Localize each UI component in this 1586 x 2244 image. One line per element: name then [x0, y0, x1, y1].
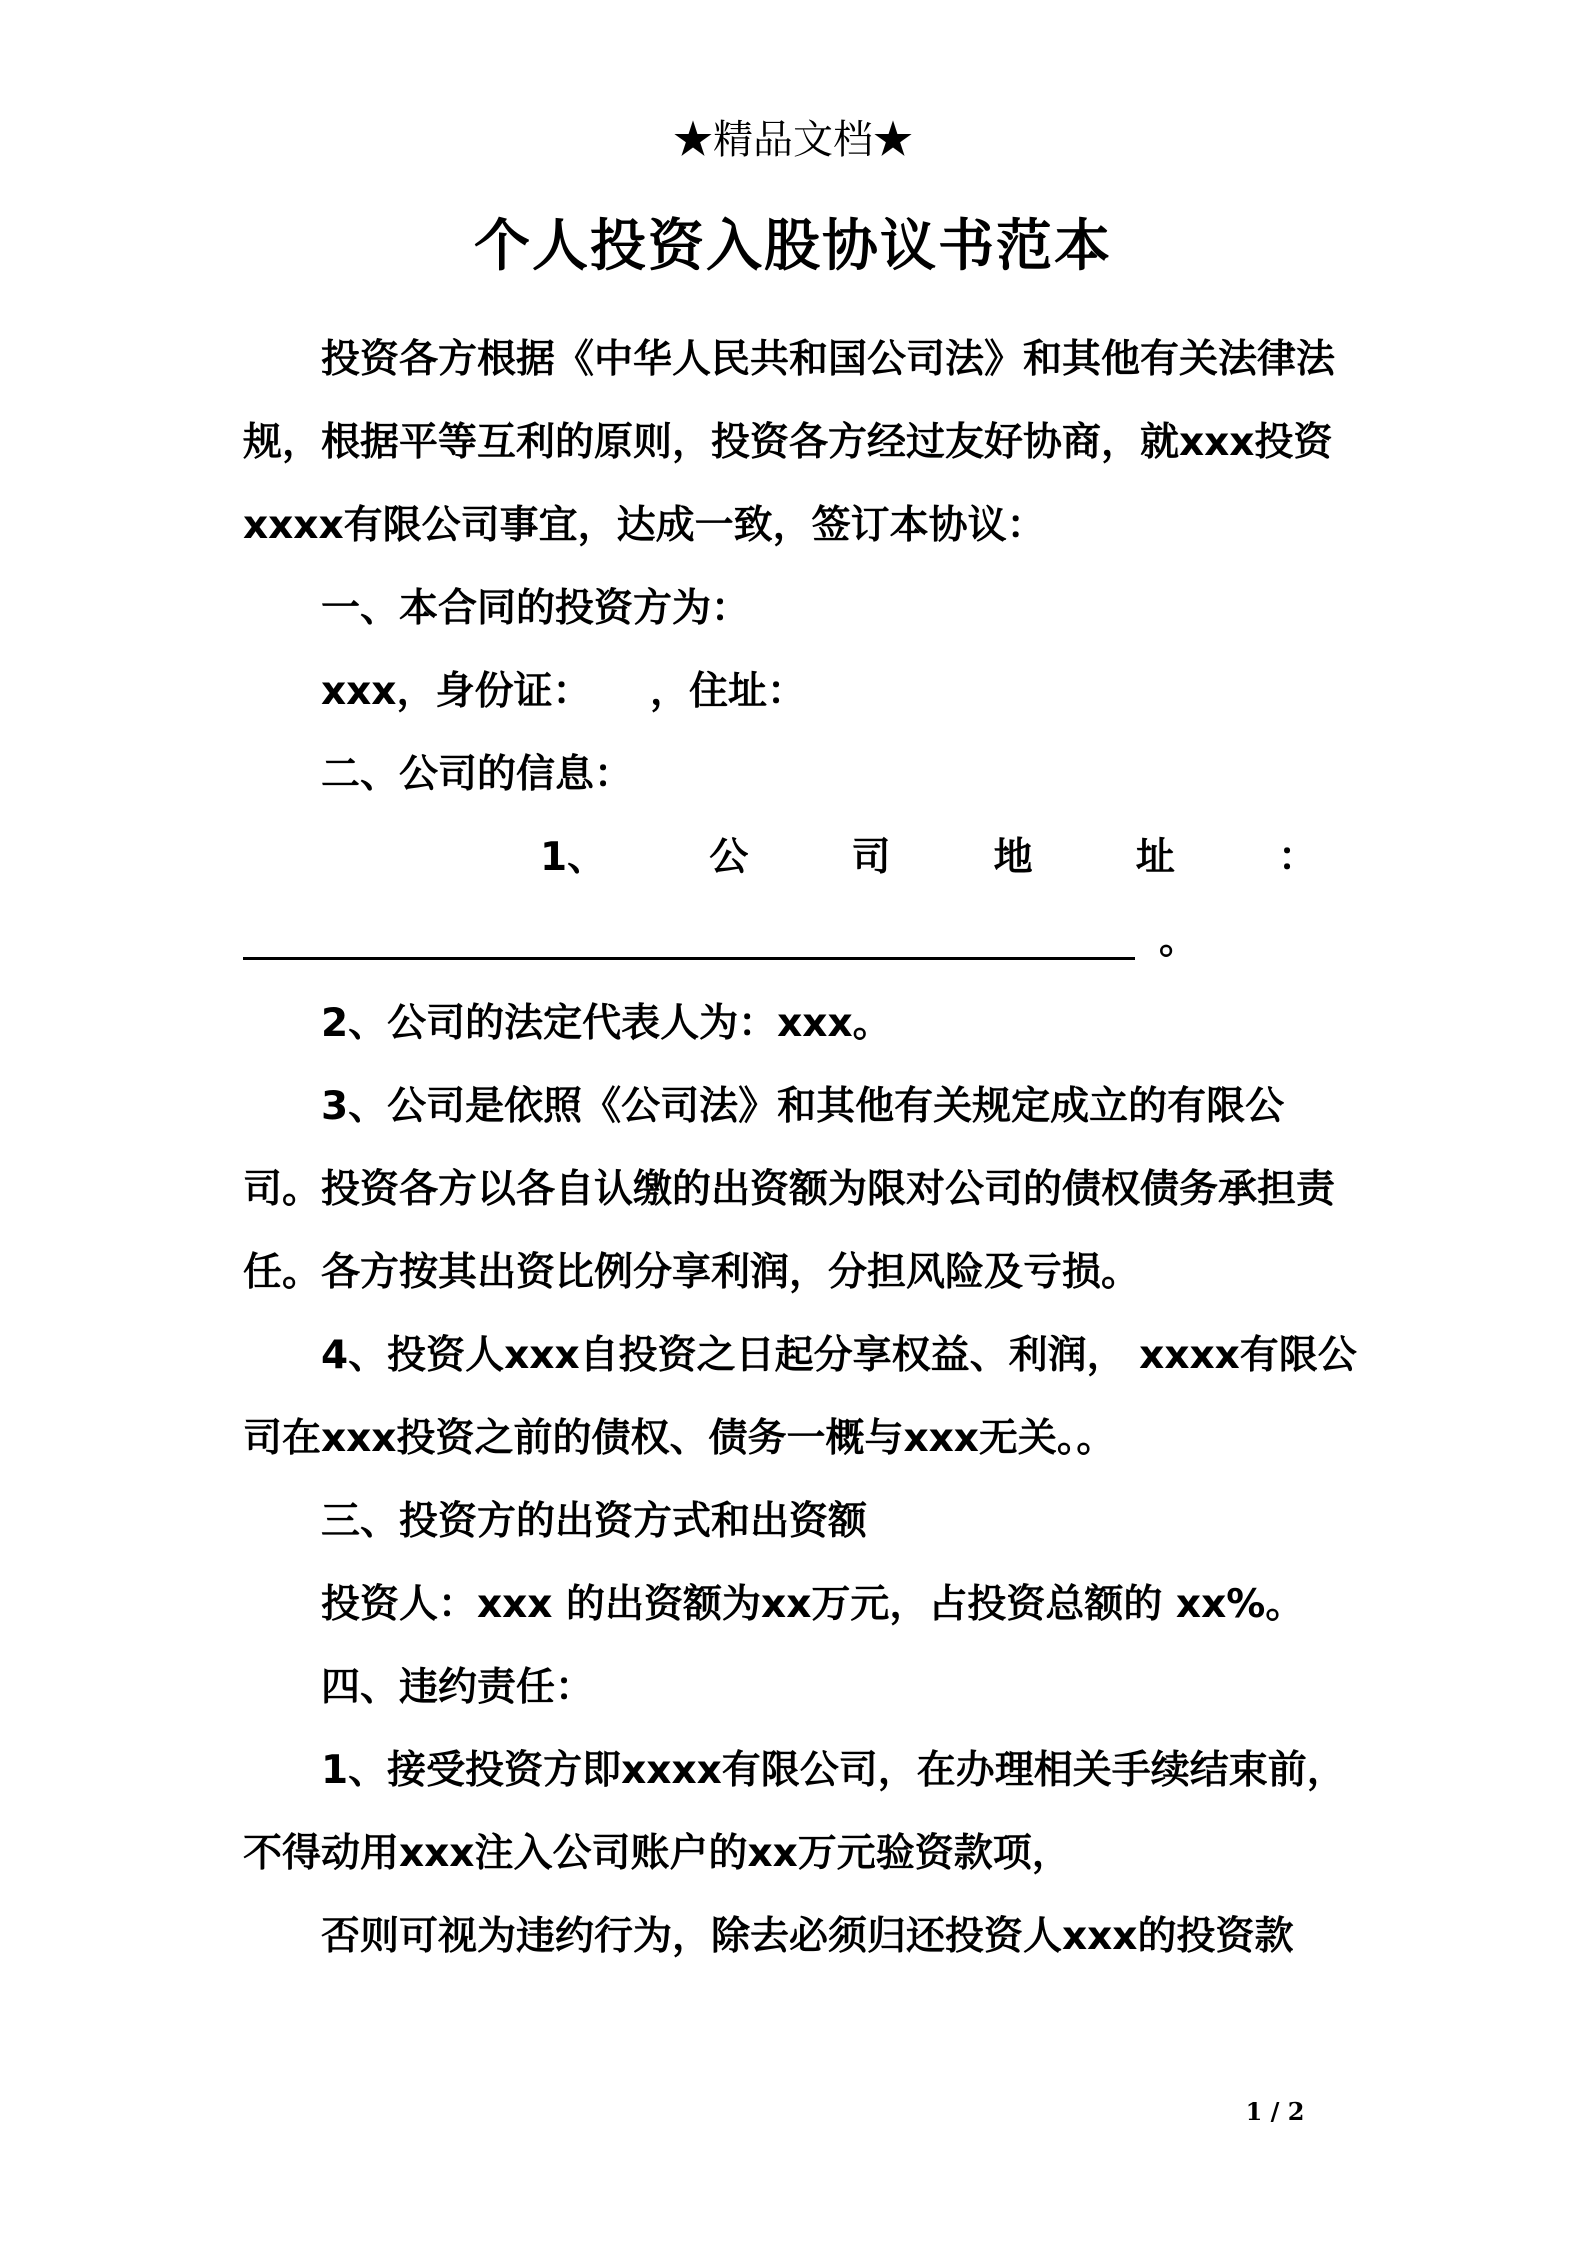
document-body: [243, 318, 1357, 1978]
address-part: 地: [993, 835, 1033, 880]
investment-line: 投资人：xxx 的出资额为xx万元，占投资总额的 xx%。: [321, 1582, 1305, 1627]
intro-paragraph: 投资各方根据《中华人民共和国公司法》和其他有关法律法规，根据平等互利的原则，投资各方经过友好协商，就xxx投资xxxx有限公司事宜，达成一致，签订本协议：: [243, 337, 1336, 548]
section-2-heading: 二、公司的信息：: [321, 752, 634, 797]
breach-clause-1: 1、接受投资方即xxxx有限公司，在办理相关手续结束前，不得动用xxx注入公司账户的xx万元验资款项，: [243, 1748, 1346, 1876]
item-3: 3、公司是依照《公司法》和其他有关规定成立的有限公司。投资各方以各自认缴的出资额为限对公司的债权债务承担责任。各方按其出资比例分享利润，分担风险及亏损。: [243, 1084, 1336, 1295]
document-title: 个人投资入股协议书范本: [474, 214, 1112, 279]
investor-line: xxx，身份证： ，住址：: [321, 669, 806, 714]
address-part: 公: [709, 835, 749, 880]
section-1-heading: 一、本合同的投资方为：: [321, 586, 751, 631]
company-address-blank: [243, 899, 1357, 982]
address-part: 司: [851, 835, 891, 880]
address-end-mark: 。: [1159, 918, 1199, 963]
address-part: 1、: [540, 835, 607, 880]
fill-in-underline: [243, 957, 1135, 960]
item-4: 4、投资人xxx自投资之日起分享权益、利润， xxxx有限公司在xxx投资之前的债权、债务一概与xxx无关。。: [243, 1333, 1357, 1461]
header-label: ★精品文档★: [673, 117, 913, 163]
page-number: 1 / 2: [1245, 2097, 1305, 2126]
section-3-heading: 三、投资方的出资方式和出资额: [321, 1499, 868, 1544]
breach-clause-1-continued: 否则可视为违约行为，除去必须归还投资人xxx的投资款: [321, 1914, 1294, 1959]
item-2: 2、公司的法定代表人为：xxx。: [321, 1001, 892, 1046]
section-4-heading: 四、违约责任：: [321, 1665, 595, 1710]
address-part: 址: [1135, 835, 1175, 880]
address-part: ：: [1277, 835, 1317, 880]
company-address-label: [243, 816, 1357, 899]
